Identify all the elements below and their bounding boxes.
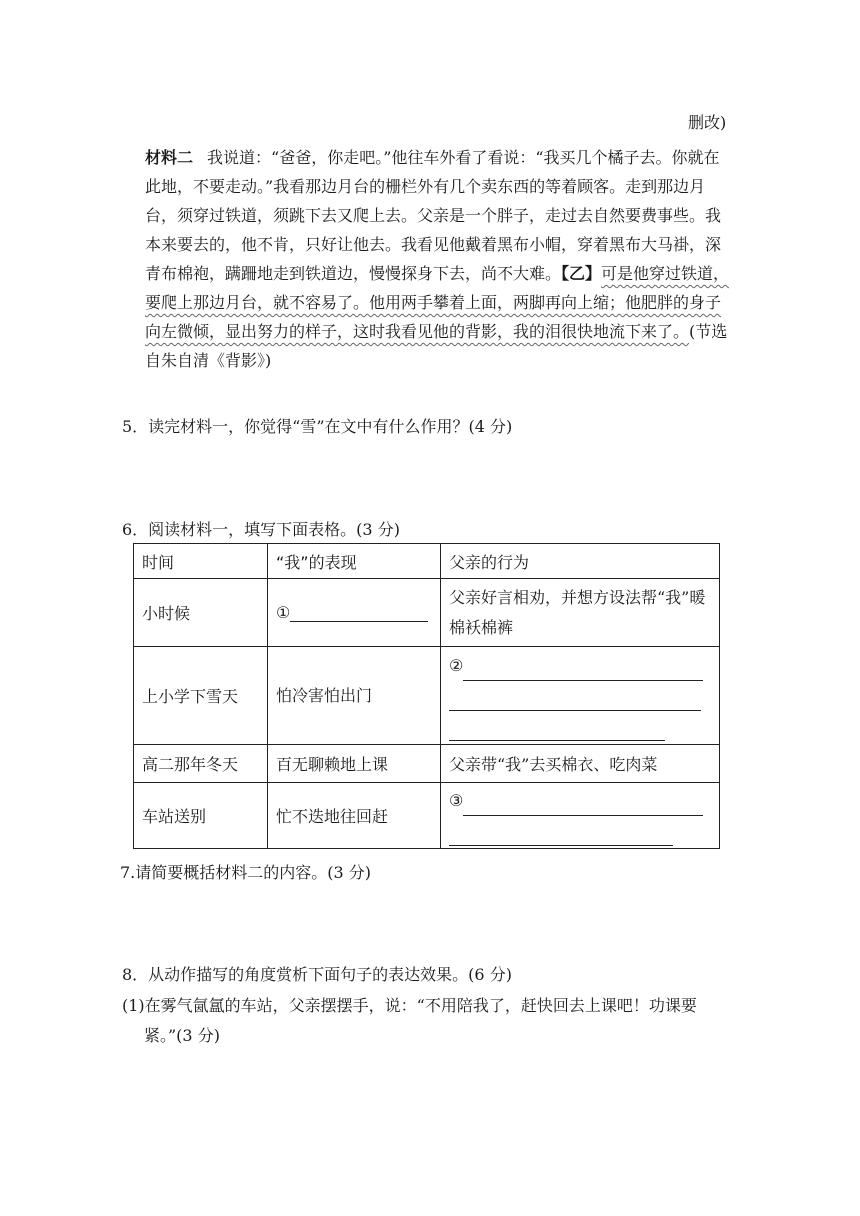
question-6: 6．阅读材料一，填写下面表格。(3 分) <box>122 520 400 539</box>
table-header-me: “我”的表现 <box>268 544 441 579</box>
underlined-passage: 可是他穿过铁道，要爬上那边月台，就不容易了。他用两手攀着上面，两脚再向上缩；他肥胖的身子向左微倾，显出努力的样子，这时我看见他的背影，我的泪很快地流下来了。 <box>145 264 730 341</box>
table-cell-time: 上小学下雪天 <box>134 647 268 745</box>
blank-marker: ① <box>276 603 291 622</box>
table-header-father: 父亲的行为 <box>441 544 720 579</box>
question-8-1: (1)在雾气氤氲的车站，父亲摆摆手，说：“不用陪我了，赶快回去上课吧！功课要紧。”(3 分) <box>122 996 697 1045</box>
table-cell-father <box>441 783 720 849</box>
answer-blank-3b[interactable] <box>449 827 673 846</box>
material-two <box>145 143 735 375</box>
table-cell-time: 高二那年冬天 <box>134 745 268 783</box>
table-row <box>134 647 720 745</box>
answer-blank-2a[interactable] <box>463 662 703 681</box>
table-header-time: 时间 <box>134 544 268 579</box>
table-cell-father <box>441 647 720 745</box>
table-cell-me: 怕冷害怕出门 <box>268 647 441 745</box>
table-cell-me <box>268 579 441 647</box>
table-header-row <box>134 544 720 579</box>
blank-marker: ② <box>449 655 464 675</box>
table-cell-father: 父亲好言相劝，并想方设法帮“我”暖棉袄棉裤 <box>441 579 720 647</box>
table-row <box>134 579 720 647</box>
answer-blank-2b[interactable] <box>449 692 701 711</box>
table-cell-me: 百无聊赖地上课 <box>268 745 441 783</box>
table-cell-father: 父亲带“我”去买棉衣、吃肉菜 <box>441 745 720 783</box>
question-7: 7.请简要概括材料二的内容。(3 分) <box>120 863 372 882</box>
question-8: 8．从动作描写的角度赏析下面句子的表达效果。(6 分) <box>122 965 512 984</box>
table-cell-time: 小时候 <box>134 579 268 647</box>
table-cell-time: 车站送别 <box>134 783 268 849</box>
blank-marker: ③ <box>449 790 464 810</box>
table-row <box>134 783 720 849</box>
material-two-text: 我说道：“爸爸，你走吧。”他往车外看了看说：“我买几个橘子去。你就在此地，不要走动。”我看那边月台的栅栏外有几个卖东西的等着顾客。走到那边月台，须穿过铁道，须跳下去又爬上去。父亲是一个胖子，走过去自然要费事些。我本来要去的，他不肯，只好让他去。我看见他戴着黑布小帽，穿着黑布大马褂，深青布棉袍，蹒跚地走到铁道边，慢慢探身下去，尚不大难。 <box>145 148 722 283</box>
table-cell-me: 忙不迭地往回赶 <box>268 783 441 849</box>
fill-in-table <box>133 543 720 849</box>
material-two-source: (节选自朱自清《背影》) <box>145 322 728 370</box>
answer-blank-2c[interactable] <box>449 722 665 741</box>
answer-blank-3a[interactable] <box>463 797 703 816</box>
answer-blank-1[interactable] <box>290 603 428 622</box>
previous-source-tail: 删改) <box>688 113 727 132</box>
material-two-label: 材料二 <box>145 148 194 167</box>
table-row <box>134 745 720 783</box>
question-5: 5．读完材料一，你觉得“雪”在文中有什么作用？(4 分) <box>122 417 513 436</box>
marker-yi: 【乙】 <box>561 264 602 283</box>
